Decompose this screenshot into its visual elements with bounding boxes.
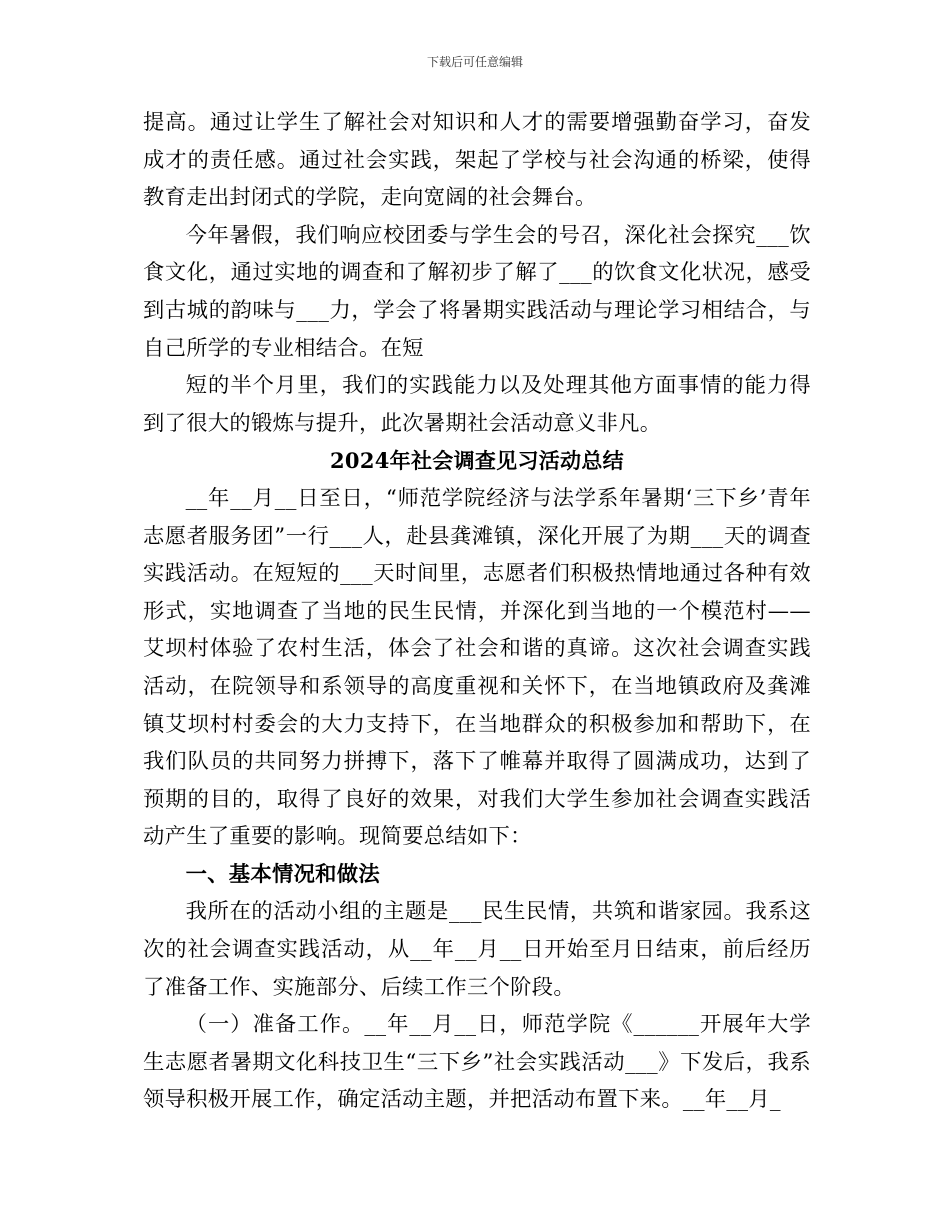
paragraph-preparation: （一）准备工作。__年__月__日，师范学院《______开展年大学生志愿者暑期文化科技卫生“三下乡”社会实践活动___》下发后，我系领导积极开展工作，确定活动主题，并把活动布置下来。__年__月_ (143, 1012, 811, 1113)
paragraph-group-theme: 我所在的活动小组的主题是___民生民情，共筑和谐家园。我系这次的社会调查实践活动，从__年__月__日开始至月日结束，前后经历了准备工作、实施部分、后续工作三个阶段。 (143, 899, 811, 1000)
paragraph-activity-overview: __年__月__日至日，“师范学院经济与法学系年暑期‘三下乡’青年志愿者服务团”一行___人，赴县龚滩镇，深化开展了为期___天的调查实践活动。在短短的___天时间里，志愿者们积极热情地通过各种有效形式，实地调查了当地的民生民情，并深化到当地的一个模范村——艾坝村体验了农村生活，体会了社会和谐的真谛。这次社会调查实践活动，在院领导和系领导的高度重视和关怀下，在当地镇政府及龚滩镇艾坝村村委会的大力支持下，在当地群众的积极参加和帮助下，在我们队员的共同努力拼搏下，落下了帷幕并取得了圆满成功，达到了预期的目的，取得了良好的效果，对我们大学生参加社会调查实践活动产生了重要的影响。现简要总结如下： (143, 485, 811, 850)
paragraph-summer-practice: 今年暑假，我们响应校团委与学生会的号召，深化社会探究___饮食文化，通过实地的调查和了解初步了解了___的饮食文化状况，感受到古城的韵味与___力，学会了将暑期实践活动与理论学习相结合，与自己所学的专业相结合。在短 (143, 222, 811, 361)
section-heading-basic-situation: 一、基本情况和做法 (185, 861, 380, 887)
page-header: 下载后可任意编辑 (426, 55, 523, 69)
document-body (143, 104, 811, 1119)
paragraph-half-month: 短的半个月里，我们的实践能力以及处理其他方面事情的能力得到了很大的锻炼与提升，此次暑期社会活动意义非凡。 (143, 373, 811, 436)
document-title: 2024年社会调查见习活动总结 (330, 448, 624, 474)
paragraph-intro: 提高。通过让学生了解社会对知识和人才的需要增强勤奋学习，奋发成才的责任感。通过社会实践，架起了学校与社会沟通的桥梁，使得教育走出封闭式的学院，走向宽阔的社会舞台。 (143, 110, 811, 211)
